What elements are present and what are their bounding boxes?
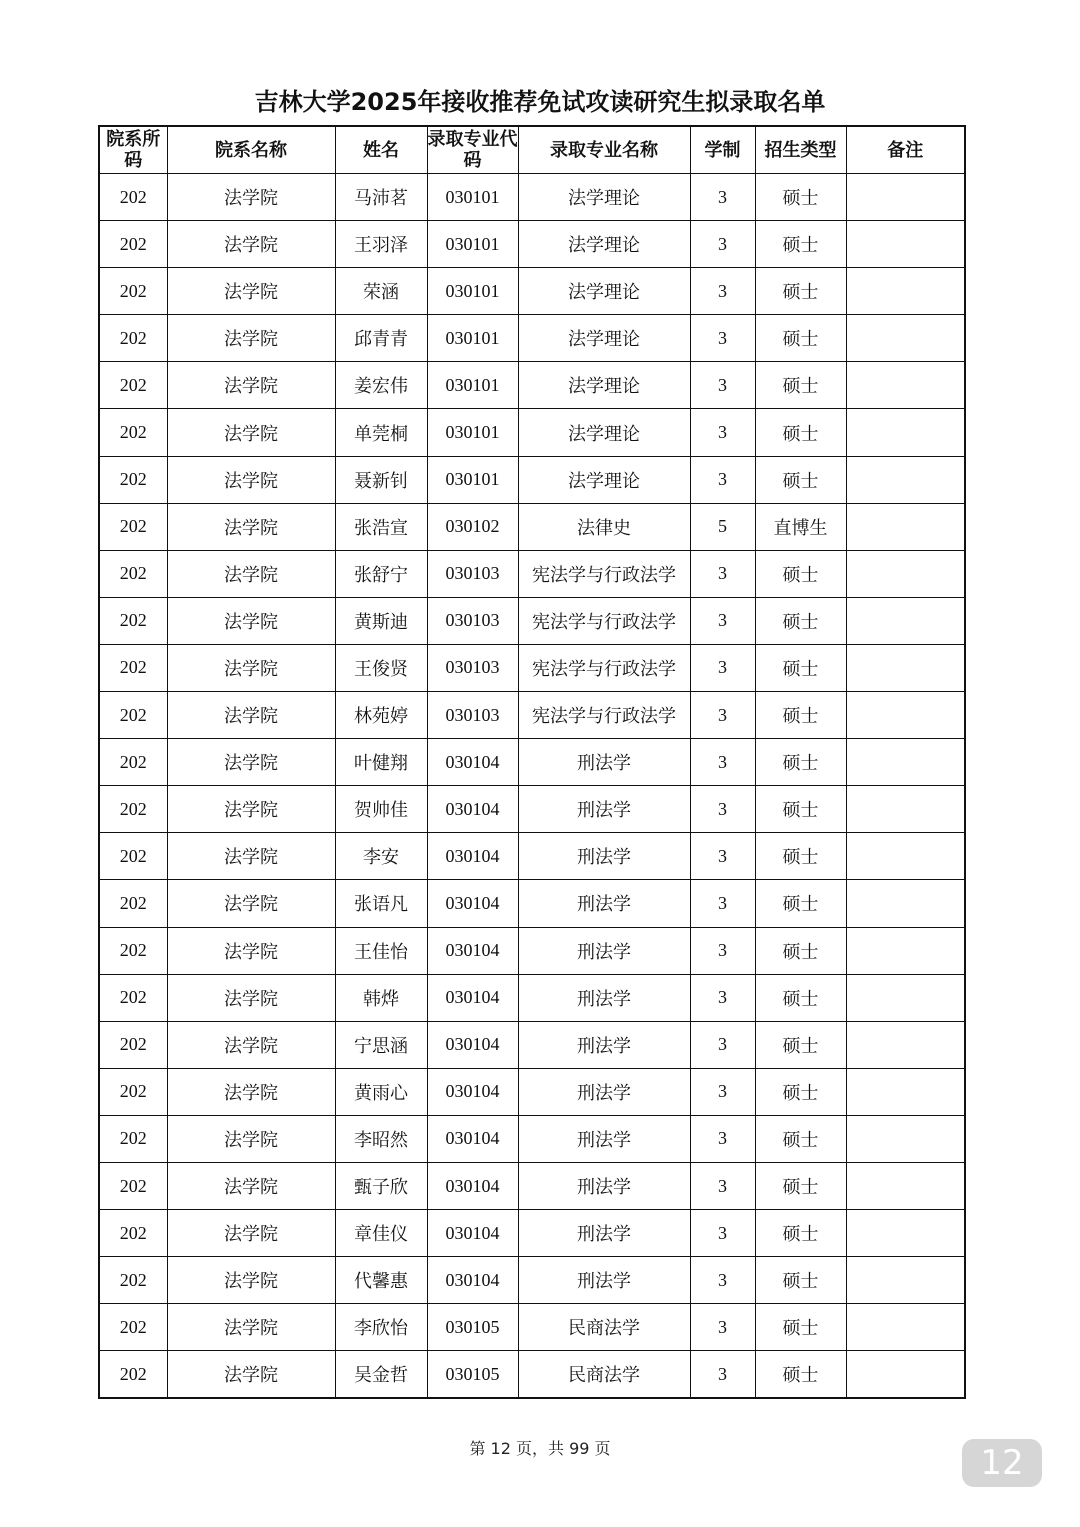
cell-major-name: 宪法学与行政法学 [518,692,690,739]
table-row [99,550,965,597]
cell-dept-name: 法学院 [167,974,335,1021]
cell-type: 硕士 [755,927,846,974]
cell-dept-name: 法学院 [167,739,335,786]
cell-dept-code: 202 [99,315,167,362]
cell-dept-name: 法学院 [167,174,335,221]
cell-years: 3 [690,692,755,739]
cell-major-name: 法学理论 [518,268,690,315]
cell-major-code: 030104 [427,880,518,927]
cell-major-name: 刑法学 [518,927,690,974]
cell-type: 硕士 [755,1068,846,1115]
cell-major-code: 030105 [427,1351,518,1399]
cell-dept-name: 法学院 [167,456,335,503]
cell-name: 张浩宣 [335,503,427,550]
cell-major-code: 030104 [427,1162,518,1209]
table-row [99,692,965,739]
cell-years: 3 [690,597,755,644]
cell-type: 硕士 [755,974,846,1021]
cell-name: 贺帅佳 [335,786,427,833]
cell-name: 邱青青 [335,315,427,362]
cell-major-code: 030101 [427,315,518,362]
cell-remark [846,409,965,456]
cell-major-name: 宪法学与行政法学 [518,550,690,597]
cell-type: 硕士 [755,456,846,503]
cell-name: 李安 [335,833,427,880]
cell-name: 韩烨 [335,974,427,1021]
cell-major-code: 030105 [427,1304,518,1351]
cell-name: 聂新钊 [335,456,427,503]
cell-years: 3 [690,268,755,315]
header-dept-code: 院系所码 [99,126,167,174]
table-row [99,1257,965,1304]
cell-name: 黄雨心 [335,1068,427,1115]
table-row [99,880,965,927]
cell-major-code: 030104 [427,1021,518,1068]
cell-dept-code: 202 [99,456,167,503]
cell-major-name: 刑法学 [518,1162,690,1209]
cell-remark [846,597,965,644]
cell-type: 硕士 [755,833,846,880]
cell-years: 3 [690,1021,755,1068]
table-row [99,1162,965,1209]
cell-remark [846,1021,965,1068]
cell-dept-code: 202 [99,927,167,974]
table-row [99,315,965,362]
cell-dept-code: 202 [99,880,167,927]
cell-years: 3 [690,1351,755,1399]
cell-remark [846,1068,965,1115]
cell-major-name: 法学理论 [518,409,690,456]
cell-dept-code: 202 [99,833,167,880]
cell-name: 单莞桐 [335,409,427,456]
cell-remark [846,1115,965,1162]
cell-remark [846,1210,965,1257]
cell-major-code: 030101 [427,456,518,503]
cell-name: 荣涵 [335,268,427,315]
cell-dept-code: 202 [99,1115,167,1162]
cell-major-code: 030101 [427,268,518,315]
cell-major-code: 030104 [427,786,518,833]
cell-type: 硕士 [755,739,846,786]
cell-years: 3 [690,974,755,1021]
cell-dept-code: 202 [99,1162,167,1209]
cell-remark [846,1351,965,1399]
table-row [99,174,965,221]
cell-type: 硕士 [755,362,846,409]
cell-dept-code: 202 [99,362,167,409]
page-footer: 第 12 页，共 99 页 [469,1439,611,1458]
cell-major-code: 030104 [427,1257,518,1304]
cell-dept-code: 202 [99,1351,167,1399]
cell-years: 3 [690,362,755,409]
cell-major-code: 030101 [427,362,518,409]
cell-remark [846,1162,965,1209]
cell-major-code: 030103 [427,597,518,644]
header-major-name: 录取专业名称 [518,126,690,174]
table-row [99,221,965,268]
cell-years: 3 [690,1068,755,1115]
cell-name: 张舒宁 [335,550,427,597]
cell-remark [846,739,965,786]
table-row [99,268,965,315]
cell-name: 王佳怡 [335,927,427,974]
cell-name: 黄斯迪 [335,597,427,644]
cell-dept-name: 法学院 [167,1115,335,1162]
cell-type: 硕士 [755,221,846,268]
cell-type: 硕士 [755,550,846,597]
header-years: 学制 [690,126,755,174]
cell-type: 硕士 [755,174,846,221]
cell-years: 3 [690,833,755,880]
table-row [99,1068,965,1115]
cell-remark [846,927,965,974]
cell-years: 3 [690,409,755,456]
cell-years: 3 [690,174,755,221]
cell-years: 3 [690,456,755,503]
cell-years: 3 [690,550,755,597]
cell-remark [846,503,965,550]
cell-major-name: 宪法学与行政法学 [518,597,690,644]
header-type: 招生类型 [755,126,846,174]
cell-dept-name: 法学院 [167,1068,335,1115]
header-remark: 备注 [846,126,965,174]
cell-major-code: 030101 [427,409,518,456]
cell-years: 3 [690,786,755,833]
table-row [99,1210,965,1257]
cell-name: 王俊贤 [335,644,427,691]
cell-dept-name: 法学院 [167,550,335,597]
cell-dept-code: 202 [99,739,167,786]
cell-remark [846,315,965,362]
cell-remark [846,786,965,833]
cell-years: 3 [690,1115,755,1162]
cell-major-code: 030104 [427,1115,518,1162]
cell-remark [846,692,965,739]
cell-type: 硕士 [755,1210,846,1257]
cell-name: 马沛茗 [335,174,427,221]
cell-name: 姜宏伟 [335,362,427,409]
cell-dept-code: 202 [99,974,167,1021]
table-row [99,974,965,1021]
cell-major-name: 法律史 [518,503,690,550]
cell-major-code: 030104 [427,739,518,786]
cell-name: 代馨惠 [335,1257,427,1304]
cell-remark [846,1304,965,1351]
cell-dept-code: 202 [99,268,167,315]
cell-dept-name: 法学院 [167,315,335,362]
cell-name: 叶健翔 [335,739,427,786]
cell-remark [846,174,965,221]
cell-major-code: 030101 [427,174,518,221]
cell-name: 甄子欣 [335,1162,427,1209]
cell-type: 硕士 [755,1304,846,1351]
cell-dept-code: 202 [99,174,167,221]
cell-dept-name: 法学院 [167,221,335,268]
table-header-row [99,126,965,174]
cell-years: 3 [690,644,755,691]
header-name: 姓名 [335,126,427,174]
cell-major-name: 刑法学 [518,786,690,833]
cell-major-name: 民商法学 [518,1351,690,1399]
cell-type: 硕士 [755,692,846,739]
table-row [99,739,965,786]
cell-major-name: 刑法学 [518,1210,690,1257]
cell-remark [846,644,965,691]
cell-major-name: 刑法学 [518,1115,690,1162]
cell-years: 3 [690,315,755,362]
cell-name: 李欣怡 [335,1304,427,1351]
header-dept-name: 院系名称 [167,126,335,174]
table-row [99,1021,965,1068]
cell-major-code: 030104 [427,833,518,880]
cell-major-name: 刑法学 [518,1021,690,1068]
cell-remark [846,221,965,268]
table-row [99,362,965,409]
cell-major-name: 宪法学与行政法学 [518,644,690,691]
cell-remark [846,833,965,880]
cell-major-name: 法学理论 [518,174,690,221]
table-row [99,409,965,456]
cell-type: 硕士 [755,1257,846,1304]
cell-major-code: 030101 [427,221,518,268]
table-body [99,174,965,1399]
cell-dept-name: 法学院 [167,362,335,409]
cell-type: 硕士 [755,409,846,456]
table-row [99,503,965,550]
cell-dept-code: 202 [99,503,167,550]
cell-dept-code: 202 [99,786,167,833]
cell-years: 3 [690,739,755,786]
cell-dept-code: 202 [99,221,167,268]
cell-years: 3 [690,221,755,268]
document-title: 吉林大学2025年接收推荐免试攻读研究生拟录取名单 [254,88,826,116]
cell-dept-name: 法学院 [167,1304,335,1351]
cell-years: 3 [690,1210,755,1257]
cell-dept-name: 法学院 [167,1257,335,1304]
cell-dept-name: 法学院 [167,786,335,833]
cell-dept-code: 202 [99,597,167,644]
cell-dept-name: 法学院 [167,644,335,691]
cell-dept-name: 法学院 [167,692,335,739]
cell-remark [846,974,965,1021]
cell-dept-name: 法学院 [167,409,335,456]
cell-major-code: 030103 [427,550,518,597]
cell-major-name: 刑法学 [518,880,690,927]
cell-type: 硕士 [755,315,846,362]
cell-remark [846,362,965,409]
table-row [99,833,965,880]
page-number-badge: 12 [962,1439,1042,1487]
cell-major-code: 030103 [427,692,518,739]
cell-type: 硕士 [755,644,846,691]
cell-dept-code: 202 [99,1210,167,1257]
cell-major-code: 030104 [427,1068,518,1115]
cell-major-name: 民商法学 [518,1304,690,1351]
cell-dept-code: 202 [99,1304,167,1351]
cell-type: 硕士 [755,1115,846,1162]
cell-remark [846,550,965,597]
table-row [99,1351,965,1399]
cell-major-name: 刑法学 [518,1068,690,1115]
cell-name: 李昭然 [335,1115,427,1162]
cell-remark [846,268,965,315]
cell-major-code: 030104 [427,974,518,1021]
cell-type: 硕士 [755,786,846,833]
cell-major-code: 030104 [427,1210,518,1257]
cell-dept-code: 202 [99,644,167,691]
cell-major-code: 030103 [427,644,518,691]
cell-type: 硕士 [755,880,846,927]
cell-major-name: 法学理论 [518,315,690,362]
cell-dept-name: 法学院 [167,880,335,927]
cell-dept-code: 202 [99,409,167,456]
cell-major-name: 法学理论 [518,362,690,409]
cell-type: 直博生 [755,503,846,550]
cell-years: 3 [690,927,755,974]
cell-dept-name: 法学院 [167,1351,335,1399]
cell-major-name: 法学理论 [518,456,690,503]
cell-type: 硕士 [755,268,846,315]
cell-dept-name: 法学院 [167,833,335,880]
cell-major-name: 刑法学 [518,1257,690,1304]
cell-remark [846,880,965,927]
cell-remark [846,1257,965,1304]
cell-dept-code: 202 [99,1068,167,1115]
cell-dept-name: 法学院 [167,927,335,974]
header-major-code: 录取专业代码 [427,126,518,174]
cell-dept-code: 202 [99,550,167,597]
cell-dept-name: 法学院 [167,597,335,644]
admission-table [98,125,966,1399]
table-row [99,1115,965,1162]
cell-dept-code: 202 [99,1021,167,1068]
table-row [99,597,965,644]
cell-major-name: 刑法学 [518,833,690,880]
cell-dept-code: 202 [99,1257,167,1304]
cell-name: 王羽泽 [335,221,427,268]
cell-dept-name: 法学院 [167,503,335,550]
cell-major-name: 刑法学 [518,739,690,786]
cell-major-code: 030102 [427,503,518,550]
table-row [99,456,965,503]
cell-name: 宁思涵 [335,1021,427,1068]
cell-dept-name: 法学院 [167,1021,335,1068]
cell-name: 吴金哲 [335,1351,427,1399]
cell-dept-name: 法学院 [167,268,335,315]
table-row [99,644,965,691]
cell-type: 硕士 [755,1351,846,1399]
cell-major-code: 030104 [427,927,518,974]
cell-years: 3 [690,880,755,927]
cell-years: 3 [690,1257,755,1304]
table-row [99,786,965,833]
table-row [99,927,965,974]
cell-remark [846,456,965,503]
cell-type: 硕士 [755,1162,846,1209]
cell-name: 章佳仪 [335,1210,427,1257]
table-row [99,1304,965,1351]
cell-years: 3 [690,1304,755,1351]
cell-major-name: 刑法学 [518,974,690,1021]
cell-type: 硕士 [755,1021,846,1068]
cell-name: 林苑婷 [335,692,427,739]
cell-type: 硕士 [755,597,846,644]
cell-dept-name: 法学院 [167,1162,335,1209]
cell-dept-name: 法学院 [167,1210,335,1257]
cell-years: 3 [690,1162,755,1209]
cell-years: 5 [690,503,755,550]
cell-major-name: 法学理论 [518,221,690,268]
cell-dept-code: 202 [99,692,167,739]
cell-name: 张语凡 [335,880,427,927]
